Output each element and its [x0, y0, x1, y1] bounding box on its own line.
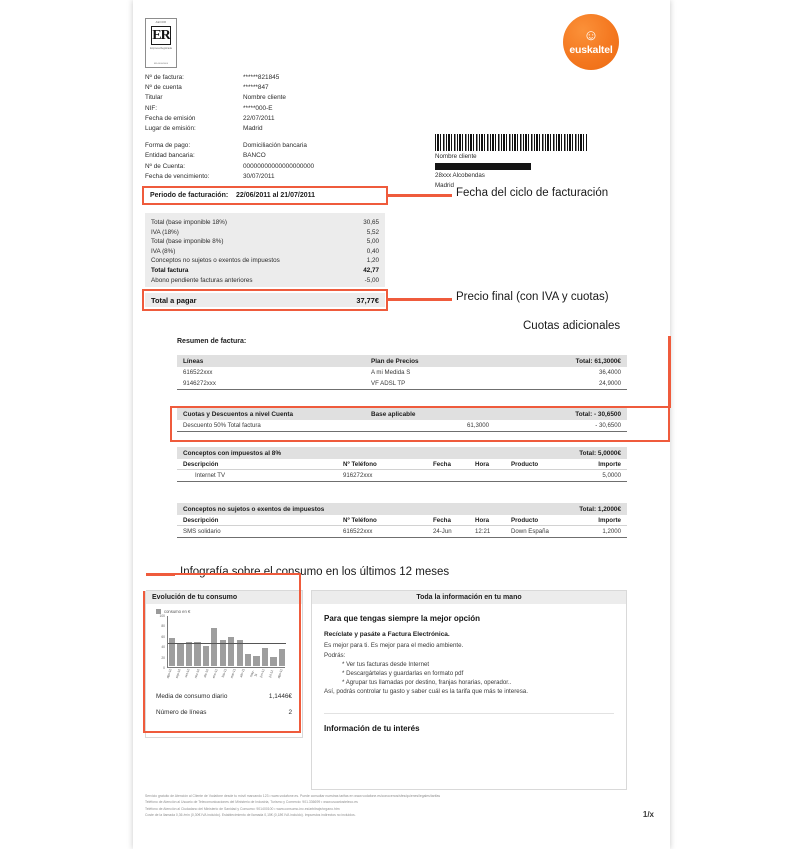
field-label: NIF:	[145, 104, 158, 112]
info-heading: Para que tengas siempre la mejor opción	[324, 614, 481, 623]
cell-telefono: 616522xxx	[343, 528, 373, 535]
chart-bar	[194, 642, 200, 666]
avg-consumption-value: 1,1446€	[268, 693, 292, 700]
header-total: Total: 61,3000€	[575, 357, 621, 365]
field-value: *****000-E	[243, 104, 273, 112]
annotation-leader-final-price	[388, 298, 452, 301]
legend-label: consumo en €	[164, 609, 191, 614]
chart-x-tick-label: sep-10	[174, 668, 182, 679]
total-value: 42,77	[363, 266, 379, 274]
legal-footer	[145, 793, 645, 819]
chart-bar	[203, 646, 209, 666]
field-row	[145, 151, 375, 161]
chart-bar	[253, 656, 259, 666]
header-exentos: Conceptos no sujetos o exentos de impuestos	[183, 505, 325, 513]
subheader-telefono: Nº Teléfono	[343, 460, 377, 468]
cell-telefono: 916272xxx	[343, 472, 373, 479]
field-label: Nº de cuenta	[145, 84, 182, 92]
annotation-leader-infographic	[145, 573, 175, 576]
lines-table-header	[177, 355, 627, 367]
field-value: Nombre cliente	[243, 94, 286, 102]
line-count-value: 2	[288, 709, 292, 716]
lines-table	[177, 355, 627, 390]
chart-x-tick-label: jul-11	[267, 669, 275, 678]
header-total: Total: 1,2000€	[579, 505, 621, 513]
cell-plan: VF ADSL TP	[371, 380, 406, 387]
total-label: Total (base imponible 8%)	[151, 238, 224, 246]
billing-period-value: 22/06/2011 al 21/07/2011	[236, 192, 316, 199]
annotation-leader-billing-cycle	[388, 194, 452, 197]
field-row	[145, 93, 375, 103]
total-label: IVA (8%)	[151, 247, 176, 255]
total-row	[151, 218, 379, 228]
chart-bars	[169, 615, 285, 666]
summary-title: Resumen de factura:	[177, 338, 247, 345]
field-label: Fecha de vencimiento:	[145, 172, 210, 180]
subheader-telefono: Nº Teléfono	[343, 516, 377, 524]
subheader-hora: Hora	[475, 460, 490, 468]
info-panel-body	[312, 604, 626, 743]
chart-x-tick-label: dic-10	[202, 668, 210, 679]
total-row	[151, 237, 379, 247]
aenor-cap-label: AENOR	[155, 21, 167, 24]
cell-line: 9146272xxx	[183, 380, 216, 387]
tax8-table	[177, 447, 627, 482]
chart-legend	[156, 609, 302, 614]
info-footer-heading: Información de tu interés	[324, 723, 420, 733]
info-panel	[311, 590, 627, 790]
cell-description: SMS solidario	[183, 528, 221, 535]
info-bullet: * Ver tus facturas desde Internet	[342, 661, 430, 668]
chart-x-tick-label: jun-11	[258, 668, 266, 679]
total-row	[151, 228, 379, 238]
avg-consumption-row	[146, 690, 302, 700]
info-divider	[324, 713, 614, 733]
total-value: 5,52	[366, 228, 379, 236]
cell-line: 616522xxx	[183, 369, 213, 376]
chart-y-tick: 20	[161, 655, 165, 660]
exempt-table-header	[177, 503, 627, 515]
total-value: 0,40	[366, 247, 379, 255]
total-value: 30,65	[363, 219, 379, 226]
grand-total-row	[145, 292, 385, 307]
cell-description: Internet TV	[195, 472, 226, 479]
info-panel-header: Toda la información en tu mano	[312, 591, 626, 604]
info-paragraph-2: Podrás:	[324, 651, 346, 659]
total-value: -5,00	[364, 276, 379, 284]
field-label: Forma de pago:	[145, 142, 191, 150]
chart-average-line	[168, 643, 286, 644]
info-bullet: * Descargártelas y guardarlas en formato pdf	[342, 670, 464, 677]
line-count-row	[146, 706, 302, 716]
header-plan: Plan de Precios	[371, 357, 419, 365]
header-base: Base aplicable	[371, 410, 416, 418]
grand-total-value: 37,77€	[356, 295, 379, 305]
euskaltel-glyph-icon: ☺	[583, 27, 599, 44]
billing-period-row	[145, 188, 385, 203]
field-label: Entidad bancaria:	[145, 152, 195, 160]
total-value: 1,20	[366, 257, 379, 265]
chart-y-tick: 0	[163, 666, 165, 670]
table-row	[177, 420, 627, 432]
field-label: Titular	[145, 94, 163, 102]
chart-y-axis	[154, 616, 166, 668]
tax-totals-panel	[145, 213, 385, 287]
euskaltel-logo	[563, 14, 619, 70]
chart-bar	[279, 649, 285, 666]
field-row	[145, 83, 375, 93]
consumption-panel	[145, 590, 303, 738]
annotation-leader-extra-fees	[668, 336, 671, 408]
discounts-table-header	[177, 408, 627, 420]
field-row	[145, 162, 375, 172]
tax8-subheader	[177, 459, 627, 470]
chart-x-tick-label: nov-10	[193, 668, 201, 679]
total-label: Total factura	[151, 266, 189, 274]
subheader-fecha: Fecha	[433, 516, 451, 524]
invoice-header-fields	[145, 73, 375, 182]
total-label: Abono pendiente facturas anteriores	[151, 276, 253, 284]
cell-amount: 24,9000	[598, 380, 621, 387]
cell-amount: 36,4000	[598, 369, 621, 376]
subheader-importe: Importe	[598, 460, 621, 468]
header-conceptos8: Conceptos con impuestos al 8%	[183, 449, 282, 457]
cell-producto: Down España	[511, 528, 549, 535]
chart-x-tick-label: oct-10	[184, 668, 191, 679]
subheader-producto: Producto	[511, 460, 539, 468]
field-row	[145, 114, 375, 124]
chart-x-tick-label: ene-11	[211, 668, 219, 679]
field-row	[145, 73, 375, 83]
field-gap	[145, 134, 375, 141]
chart-bar	[228, 637, 234, 667]
total-label: Conceptos no sujetos o exentos de impuestos	[151, 257, 280, 265]
chart-y-tick: 80	[161, 624, 165, 629]
field-row	[145, 172, 375, 182]
total-row	[151, 247, 379, 257]
chart-x-tick-label: feb-11	[220, 668, 228, 679]
address-barcode-block	[435, 134, 595, 191]
exempt-table	[177, 503, 627, 538]
header-total: Total: 5,0000€	[579, 449, 621, 457]
field-row	[145, 104, 375, 114]
legal-footer-line: Servicio gratuito de Atención al Cliente de Vodafone desde tu móvil marcando 123 • www.vodafone.es. Puede consultar nuestras tarifas en www.vodafone.es/conocenos/sfes/quienes/legales/tarifas	[145, 794, 441, 798]
total-label: IVA (18%)	[151, 228, 179, 236]
exempt-subheader	[177, 515, 627, 526]
table-row	[177, 526, 627, 538]
chart-x-tick-label: ago-11	[276, 668, 284, 679]
cell-description: Descuento 50% Total factura	[183, 422, 261, 429]
chart-x-tick-label: abr-11	[239, 668, 246, 679]
info-paragraph-3: Así, podrás controlar tu gasto y saber cuál es la tarifa que más te interesa.	[324, 688, 528, 695]
header-cuotas: Cuotas y Descuentos a nivel Cuenta	[183, 410, 294, 418]
subheader-fecha: Fecha	[433, 460, 451, 468]
cell-hora: 12:21	[475, 528, 491, 535]
chart-y-tick: 100	[159, 614, 165, 618]
subheader-descripcion: Descripción	[183, 460, 219, 468]
total-label: Total (base imponible 18%)	[151, 219, 227, 226]
info-subheading: Recíclate y pasáte a Factura Electrónica.	[324, 631, 450, 638]
cell-importe: 5,0000	[602, 472, 621, 479]
legal-footer-line: Teléfono de Atención al Ciudadano del Ministerio de Sanidad y Consumo: 901400100 • www.consumo-inc.es/arbitraje/organo.htm	[145, 806, 340, 811]
cell-base: 61,3000	[466, 422, 489, 429]
redacted-street-bar	[435, 163, 531, 170]
info-paragraph-1: Es mejor para ti. Es mejor para el medio ambiente.	[324, 642, 464, 649]
chart-bar	[262, 648, 268, 666]
cell-plan: A mi Medida S	[371, 369, 411, 376]
recipient-province: Madrid	[435, 182, 454, 190]
annotation-label-extra-fees: Cuotas adicionales	[523, 320, 621, 332]
chart-x-tick-label: may-11	[248, 669, 258, 678]
field-value: 22/07/2011	[243, 114, 275, 122]
field-label: Nº de Cuenta:	[145, 162, 185, 170]
legal-footer-line: Coste de la llamada 0,36 /min (0,30€ IVA incluido). Establecimiento de llamada 0,15€ (0,18€ IVA incluido). Impuestos indirectos no incluidos.	[145, 813, 356, 818]
chart-bar	[245, 654, 251, 666]
subheader-importe: Importe	[598, 516, 621, 524]
total-row	[151, 256, 379, 266]
tax8-table-header	[177, 447, 627, 459]
subheader-producto: Producto	[511, 516, 539, 524]
chart-bar	[211, 628, 217, 666]
recipient-postal-city: 28xxx Alcobendas	[435, 171, 485, 179]
annotation-label-billing-cycle: Fecha del ciclo de facturación	[456, 187, 609, 199]
subheader-descripcion: Descripción	[183, 516, 219, 524]
cell-amount: - 30,6500	[595, 422, 621, 429]
total-row	[151, 266, 379, 276]
table-row	[177, 470, 627, 482]
consumption-panel-title: Evolución de tu consumo	[146, 591, 302, 604]
chart-y-tick: 60	[161, 634, 165, 639]
avg-consumption-label: Media de consumo diario	[156, 693, 228, 700]
field-row	[145, 141, 375, 151]
chart-x-tick-label: mar-11	[229, 668, 237, 679]
field-value: BANCO	[243, 152, 266, 160]
invoice-sheet	[133, 0, 670, 849]
field-label: Lugar de emisión:	[145, 125, 196, 133]
er-mark: ER	[151, 26, 171, 45]
brand-name-label: euskaltel	[569, 44, 613, 56]
header-total: Total: - 30,6500	[575, 410, 621, 418]
field-label: Nº de factura:	[145, 74, 184, 81]
table-row	[177, 367, 627, 378]
field-row	[145, 124, 375, 134]
chart-bar	[270, 657, 276, 666]
cell-fecha: 24-Jun	[433, 528, 452, 535]
line-count-label: Número de líneas	[156, 709, 207, 716]
er-footer-code: ER-0000/0000	[153, 63, 169, 65]
annotation-label-final-price: Precio final (con IVA y cuotas)	[456, 291, 609, 303]
header-lineas: Líneas	[183, 357, 204, 365]
field-value: ******821845	[243, 74, 280, 81]
field-value: Domiciliación bancaria	[243, 142, 307, 150]
field-value: 00000000000000000000	[243, 162, 315, 170]
subheader-hora: Hora	[475, 516, 490, 524]
barcode-icon	[435, 134, 587, 151]
grand-total-label: Total a pagar	[151, 295, 197, 305]
annotation-label-infographic: Infografía sobre el consumo en los últimos 12 meses	[180, 566, 450, 578]
legal-footer-line: Teléfono de Atención al Usuario de Telecomunicaciones del Ministerio de Industria, Turismo y Comercio: 901.336699 • www.usuariosteleco.es	[145, 800, 358, 805]
discounts-table	[177, 408, 627, 432]
field-value: 30/07/2011	[243, 172, 275, 180]
consumption-bar-chart	[154, 616, 294, 678]
field-label: Fecha de emisión	[145, 114, 196, 122]
billing-period-label: Periodo de facturación:	[150, 192, 229, 199]
info-bullet: * Agrupar tus llamadas por destino, franjas horarias, operador..	[342, 679, 512, 686]
field-value: ******847	[243, 84, 269, 92]
total-value: 5,00	[366, 238, 379, 246]
chart-x-tick-label: ago-10	[165, 668, 173, 679]
total-row	[151, 276, 379, 286]
field-value: Madrid	[243, 125, 263, 133]
chart-bar	[177, 643, 183, 666]
cell-importe: 1,2000	[602, 528, 621, 535]
annotation-box-notch	[143, 573, 146, 591]
er-sublabel: Empresa Registrada	[150, 47, 172, 50]
chart-plot-area	[167, 616, 285, 668]
table-row	[177, 378, 627, 390]
page-number: 1/x	[642, 810, 654, 819]
chart-x-axis	[167, 669, 285, 679]
recipient-name: Nombre cliente	[435, 153, 477, 160]
aenor-certification-logo	[145, 18, 177, 68]
chart-y-tick: 40	[161, 645, 165, 650]
chart-bar	[186, 642, 192, 666]
